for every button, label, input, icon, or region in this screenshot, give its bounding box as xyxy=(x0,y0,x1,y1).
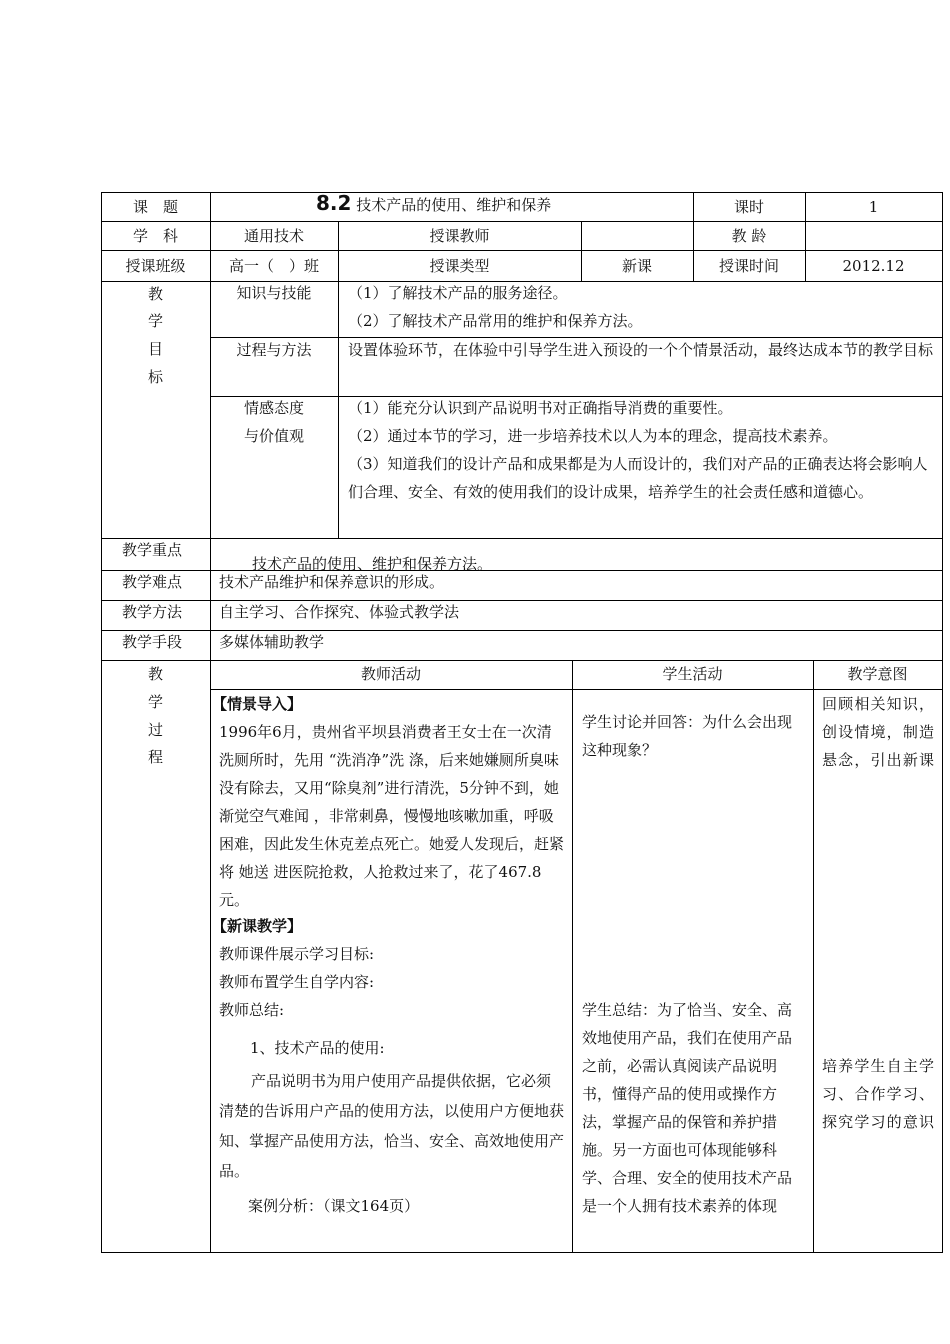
student-summary: 学生总结：为了恰当、安全、高效地使用产品，我们在使用产品之前，必需认真阅读产品说明书，懂得产品的使用或操作方法，掌握产品的保管和养护措施。另一方面也可体现能够科学、合理、安全的使用技术产品是一个人拥有技术素养的体现 xyxy=(582,1001,793,1215)
subject-value: 通用技术 xyxy=(243,227,304,245)
point-1-text: 产品说明书为用户使用产品提供依据，它必须清楚的告诉用户产品的使用方法，以使用户方便地获知、掌握产品使用方法，恰当、安全、高效地使用产品。 xyxy=(219,1072,565,1180)
method-value: 自主学习、合作探究、体验式教学法 xyxy=(219,603,460,621)
means-label: 教学手段 xyxy=(122,633,183,651)
process-label: 过程与方法 xyxy=(236,341,312,359)
objectives-side-4: 标 xyxy=(147,368,163,386)
process-text: 设置体验环节，在体验中引导学生进入预设的一个个情景活动，最终达成本节的教学目标 xyxy=(348,341,934,359)
case-analysis: 案例分析：（课文164页） xyxy=(248,1197,420,1215)
process-side-3: 过 xyxy=(147,721,163,739)
attitude-item-2: （2）通过本节的学习，进一步培养技术以人为本的理念，提高技术素养。 xyxy=(348,427,838,445)
topic-label: 课 题 xyxy=(132,198,178,216)
attitude-label-2: 与价值观 xyxy=(243,427,304,445)
objectives-side-3: 目 xyxy=(147,340,163,358)
objectives-side-2: 学 xyxy=(147,312,163,330)
attitude-item-3: （3）知道我们的设计产品和成果都是为人而设计的，我们对产品的正确表达将会影响人们合理、安全、有效的使用我们的设计成果，培养学生的社会责任感和道德心。 xyxy=(348,455,928,501)
knowledge-label: 知识与技能 xyxy=(236,284,312,302)
process-side-1: 教 xyxy=(147,665,163,683)
intro-text: 1996年6月，贵州省平坝县消费者王女士在一次清洗厕所时，先用 “洗消净”洗 涤，后来她嫌厕所臭味没有除去，又用“除臭剂”进行清洗，5分钟不到，她渐觉空气难闻 ，非常刺鼻，慢慢地咳嗽加重，呼吸困难，因此发生休克差点死亡。她爱人发现后，赶紧将 她送 进医院抢救，人抢救过来了，花了467.8元。 xyxy=(219,723,565,909)
new-lesson-heading: 【新课教学】 xyxy=(212,917,303,935)
knowledge-item-1: （1）了解技术产品的服务途径。 xyxy=(348,284,568,302)
line-goals: 教师课件展示学习目标: xyxy=(219,945,375,963)
line-self-study: 教师布置学生自学内容: xyxy=(219,973,375,991)
type-value: 新课 xyxy=(621,257,652,275)
col-student-header: 学生活动 xyxy=(662,665,723,683)
key-value: 技术产品的使用、维护和保养方法。 xyxy=(252,555,493,573)
class-value: 高一（ ）班 xyxy=(228,257,319,275)
difficult-label: 教学难点 xyxy=(122,573,183,591)
class-label: 授课班级 xyxy=(125,257,186,275)
process-side-4: 程 xyxy=(147,748,163,766)
intent-1: 回顾相关知识，创设情境，制造悬念，引出新课 xyxy=(822,695,934,769)
attitude-item-1: （1）能充分认识到产品说明书对正确指导消费的重要性。 xyxy=(348,399,733,417)
topic-text: 技术产品的使用、维护和保养 xyxy=(356,196,552,214)
time-value: 2012.12 xyxy=(842,257,905,275)
key-label: 教学重点 xyxy=(122,541,183,559)
teacher-label: 授课教师 xyxy=(429,227,490,245)
topic-number: 8.2 xyxy=(316,191,352,215)
col-teacher-header: 教师活动 xyxy=(360,665,421,683)
student-question: 学生讨论并回答：为什么会出现这种现象？ xyxy=(582,713,793,759)
time-label: 授课时间 xyxy=(718,257,779,275)
subject-label: 学 科 xyxy=(132,227,178,245)
process-side-2: 学 xyxy=(147,693,163,711)
type-label: 授课类型 xyxy=(429,257,490,275)
period-label: 课时 xyxy=(733,198,764,216)
attitude-label-1: 情感态度 xyxy=(243,399,304,417)
age-label: 教 龄 xyxy=(731,227,767,245)
period-value: 1 xyxy=(868,198,879,216)
intro-heading: 【情景导入】 xyxy=(212,695,303,713)
objectives-side-1: 教 xyxy=(147,285,163,303)
difficult-value: 技术产品维护和保养意识的形成。 xyxy=(219,573,445,591)
knowledge-item-2: （2）了解技术产品常用的维护和保养方法。 xyxy=(348,312,643,330)
topic-title xyxy=(316,189,551,219)
intent-2: 培养学生自主学习、合作学习、探究学习的意识 xyxy=(822,1057,934,1131)
point-1-heading: 1、技术产品的使用: xyxy=(250,1039,385,1057)
col-intent-header: 教学意图 xyxy=(847,665,908,683)
method-label: 教学方法 xyxy=(122,603,183,621)
line-summary: 教师总结: xyxy=(219,1001,285,1019)
means-value: 多媒体辅助教学 xyxy=(219,633,325,651)
